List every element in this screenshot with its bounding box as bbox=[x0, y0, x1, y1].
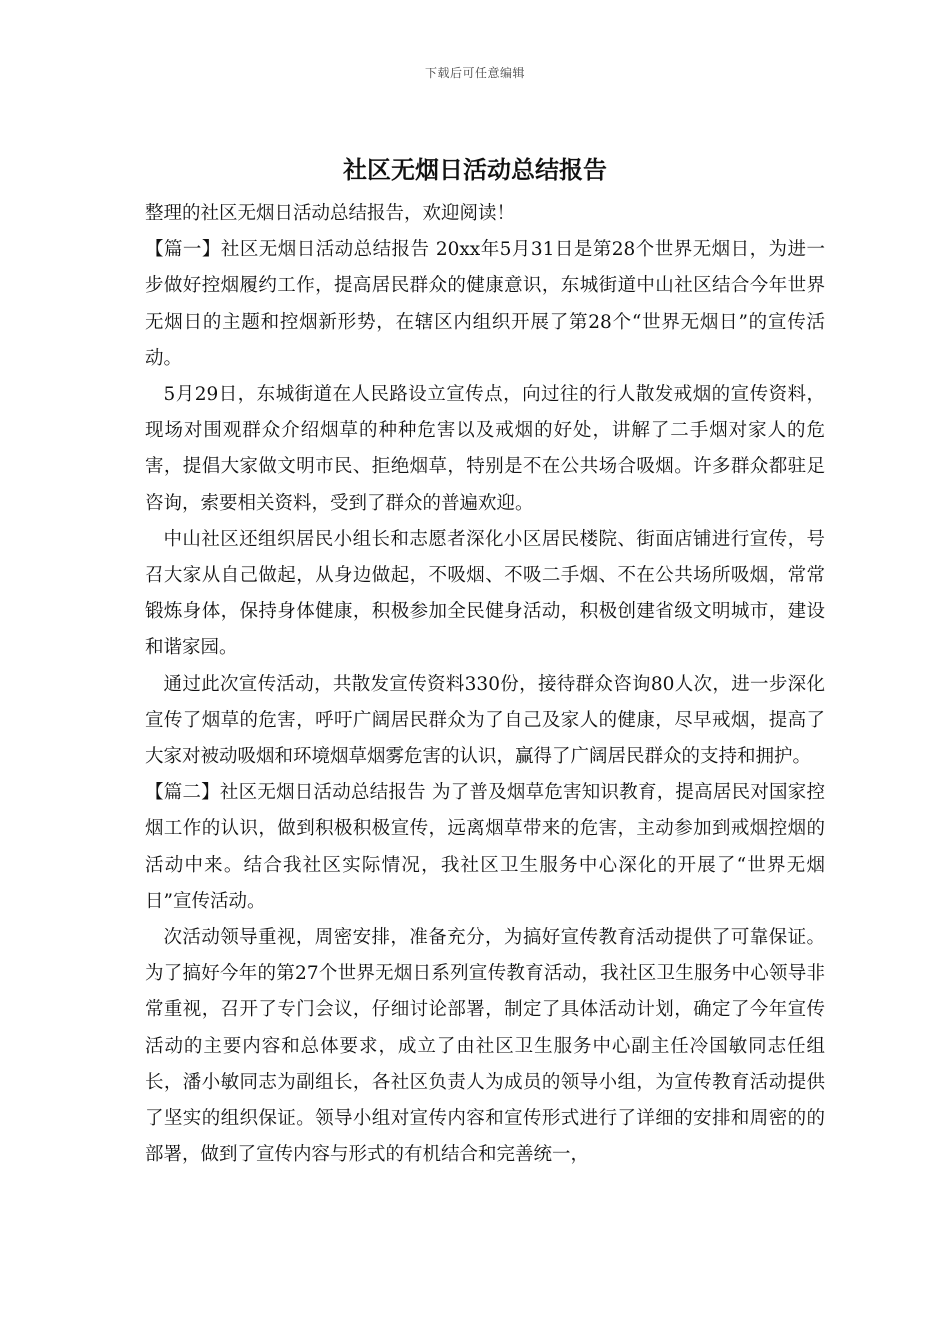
body-paragraph: 【篇一】社区无烟日活动总结报告 20xx年5月31日是第28个世界无烟日，为进一步做好控烟履约工作，提高居民群众的健康意识，东城街道中山社区结合今年世界无烟日的主题和控烟新形势，在辖区内组织开展了第28个“世界无烟日”的宣传活动。 bbox=[145, 239, 825, 369]
body-paragraph: 通过此次宣传活动，共散发宣传资料330份，接待群众咨询80人次，进一步深化宣传了烟草的危害，呼吁广阔居民群众为了自己及家人的健康，尽早戒烟，提高了大家对被动吸烟和环境烟草烟雾危害的认识，赢得了广阔居民群众的支持和拥护。 bbox=[145, 673, 825, 768]
document-body bbox=[145, 196, 825, 1173]
body-paragraph: 5月29日，东城街道在人民路设立宣传点，向过往的行人散发戒烟的宣传资料，现场对围观群众介绍烟草的种种危害以及戒烟的好处，讲解了二手烟对家人的危害，提倡大家做文明市民、拒绝烟草，特别是不在公共场合吸烟。许多群众都驻足咨询，索要相关资料，受到了群众的普遍欢迎。 bbox=[145, 384, 825, 514]
page-header-note: 下载后可任意编辑 bbox=[424, 66, 525, 80]
body-paragraph: 【篇二】社区无烟日活动总结报告 为了普及烟草危害知识教育，提高居民对国家控烟工作的认识，做到积极积极宣传，远离烟草带来的危害，主动参加到戒烟控烟的活动中来。结合我社区实际情况，我社区卫生服务中心深化的开展了“世界无烟日”宣传活动。 bbox=[145, 782, 825, 912]
body-paragraph: 次活动领导重视，周密安排，准备充分，为搞好宣传教育活动提供了可靠保证。为了搞好今年的第27个世界无烟日系列宣传教育活动，我社区卫生服务中心领导非常重视，召开了专门会议，仔细讨论部署，制定了具体活动计划，确定了今年宣传活动的主要内容和总体要求，成立了由社区卫生服务中心副主任冷国敏同志任组长，潘小敏同志为副组长，各社区负责人为成员的领导小组，为宣传教育活动提供了坚实的组织保证。领导小组对宣传内容和宣传形式进行了详细的安排和周密的的部署，做到了宣传内容与形式的有机结合和完善统一， bbox=[145, 927, 825, 1166]
document-title: 社区无烟日活动总结报告 bbox=[343, 155, 607, 184]
body-paragraph: 中山社区还组织居民小组长和志愿者深化小区居民楼院、街面店铺进行宣传，号召大家从自己做起，从身边做起，不吸烟、不吸二手烟、不在公共场所吸烟，常常锻炼身体，保持身体健康，积极参加全民健身活动，积极创建省级文明城市，建设和谐家园。 bbox=[145, 528, 825, 659]
intro-paragraph: 整理的社区无烟日活动总结报告，欢迎阅读！ bbox=[145, 203, 516, 224]
